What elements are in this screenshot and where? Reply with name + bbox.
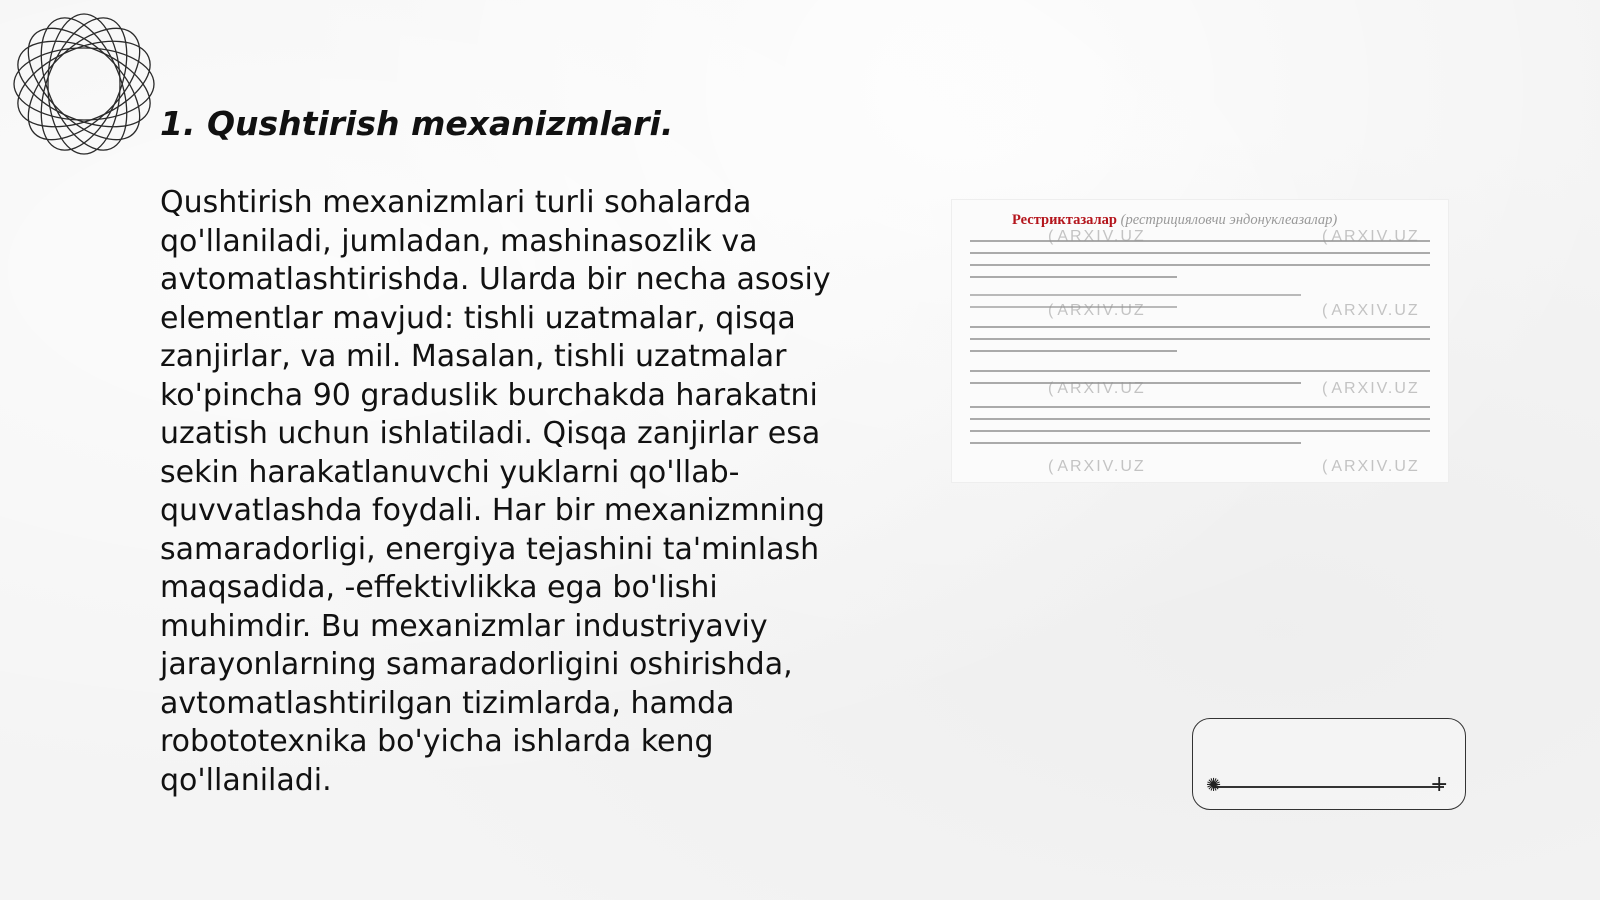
slide-body-text: Qushtirish mexanizmlari turli sohalarda qo'llaniladi, jumladan, mashinasozlik va avtomatlashtirishda. Ularda bir necha asosiy elementlar mavjud: tishli uzatmalar, qisqa zanjirlar, va mil. Masalan, tishli uzatmalar ko'pincha 90 graduslik burchakda harakatni uzatish uchun ishlatiladi. Qisqa zanjirlar esa sekin harakatlanuvchi yuklarni qo'llab-quvvatlashda foydali. Har bir mexanizmning samaradorligi, energiya tejashini ta'minlash maqsadida, -effektivlikka ega bo'lishi muhimdir. Bu mexanizmlar industriyaviy jarayonlarning samaradorligini oshirishda, avtomatlashtirilgan tizimlarda, hamda robototexnika bo'yicha ishlarda keng qo'llaniladi. — [160, 185, 831, 798]
watermark: ( ARXIV.UZ — [1322, 380, 1420, 398]
document-paragraph — [970, 406, 1430, 454]
decorative-rounded-box — [1192, 718, 1466, 810]
document-title-italic: (рестрицияловчи эндонуклеазалар) — [1120, 212, 1338, 228]
cross-icon: + — [1430, 772, 1449, 797]
starburst-icon: ✺ — [1206, 775, 1222, 796]
slide-title: 1. Qushtirish mexanizmlari. — [160, 104, 674, 143]
document-image — [952, 200, 1448, 482]
document-title-bold: Рестриктазалар — [1012, 212, 1117, 228]
watermark: ( ARXIV.UZ — [1048, 380, 1146, 398]
document-paragraph — [970, 326, 1430, 362]
document-title — [1012, 212, 1337, 229]
watermark: ( ARXIV.UZ — [1322, 458, 1420, 476]
watermark: ( ARXIV.UZ — [1048, 228, 1146, 246]
watermark: ( ARXIV.UZ — [1048, 458, 1146, 476]
document-paragraph — [970, 240, 1430, 288]
watermark: ( ARXIV.UZ — [1322, 228, 1420, 246]
watermark: ( ARXIV.UZ — [1322, 302, 1420, 320]
watermark: ( ARXIV.UZ — [1048, 302, 1146, 320]
rosette-ornament-icon — [10, 10, 158, 158]
decorative-line — [1214, 786, 1444, 788]
